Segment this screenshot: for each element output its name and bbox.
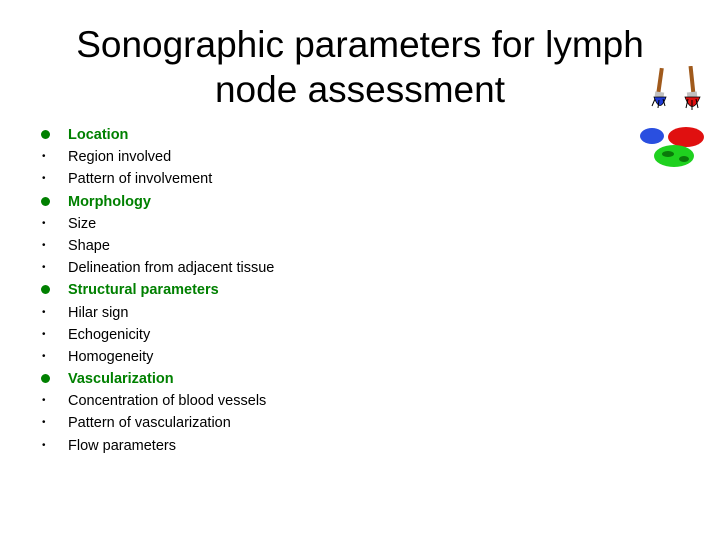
bullet-text: Structural parameters	[68, 282, 219, 299]
sub-bullet-dot-icon	[38, 412, 58, 434]
bullet-dot: •	[42, 217, 46, 229]
bullet-dot: •	[42, 439, 46, 451]
bullet-dot	[41, 285, 50, 294]
bullet-dot	[41, 130, 50, 139]
bullet-text: Location	[68, 127, 129, 143]
bullet-text: Pattern of vascularization	[68, 415, 231, 432]
bullet-dot: •	[42, 262, 46, 274]
sub-bullet-dot-icon	[38, 168, 58, 190]
sub-bullet-dot-icon	[38, 213, 58, 235]
bullet-text: Pattern of involvement	[68, 171, 213, 188]
bullet-dot: •	[42, 239, 46, 251]
sub-bullet-dot-icon	[38, 146, 58, 168]
main-bullet-dot-icon	[38, 191, 58, 206]
bullet-text: Delineation from adjacent tissue	[68, 260, 275, 277]
bullet-text: Size	[68, 215, 97, 232]
bullet-text: Echogenicity	[68, 326, 151, 343]
bullet-dot: •	[42, 151, 46, 163]
bullet-dot	[41, 197, 50, 206]
main-bullet-dot-icon	[38, 279, 58, 294]
bullet-dot: •	[42, 417, 46, 429]
bullet-text: Hilar sign	[68, 304, 129, 321]
sub-bullet-dot-icon	[38, 235, 58, 257]
bullet-dot: •	[42, 395, 46, 407]
sub-bullet-dot-icon	[38, 257, 58, 279]
bullet-text: Region involved	[68, 149, 172, 166]
sub-bullet-dot-icon	[38, 390, 58, 412]
main-bullet-dot-icon	[38, 124, 58, 139]
slide-title: Sonographic parameters for lymph node assessment	[76, 24, 644, 110]
bullet-text: Concentration of blood vessels	[68, 393, 267, 410]
bullet-text: Homogeneity	[68, 348, 154, 365]
sub-bullet-dot-icon	[38, 302, 58, 324]
bullet-text: Morphology	[68, 193, 151, 210]
bullet-dot: •	[42, 350, 46, 362]
bullet-dot	[41, 374, 50, 383]
bullet-dot: •	[42, 328, 46, 340]
bullet-text: Vascularization	[68, 371, 174, 388]
bullet-dot: •	[42, 306, 46, 318]
bullet-dot: •	[42, 173, 46, 185]
sub-bullet-dot-icon	[38, 435, 58, 457]
bullet-text: Flow parameters	[68, 437, 176, 454]
sub-bullet-dot-icon	[38, 346, 58, 368]
sub-bullet-dot-icon	[38, 324, 58, 346]
main-bullet-dot-icon	[38, 368, 58, 383]
paint-palette-brushes-icon	[636, 66, 714, 176]
bullet-text: Shape	[68, 237, 110, 254]
